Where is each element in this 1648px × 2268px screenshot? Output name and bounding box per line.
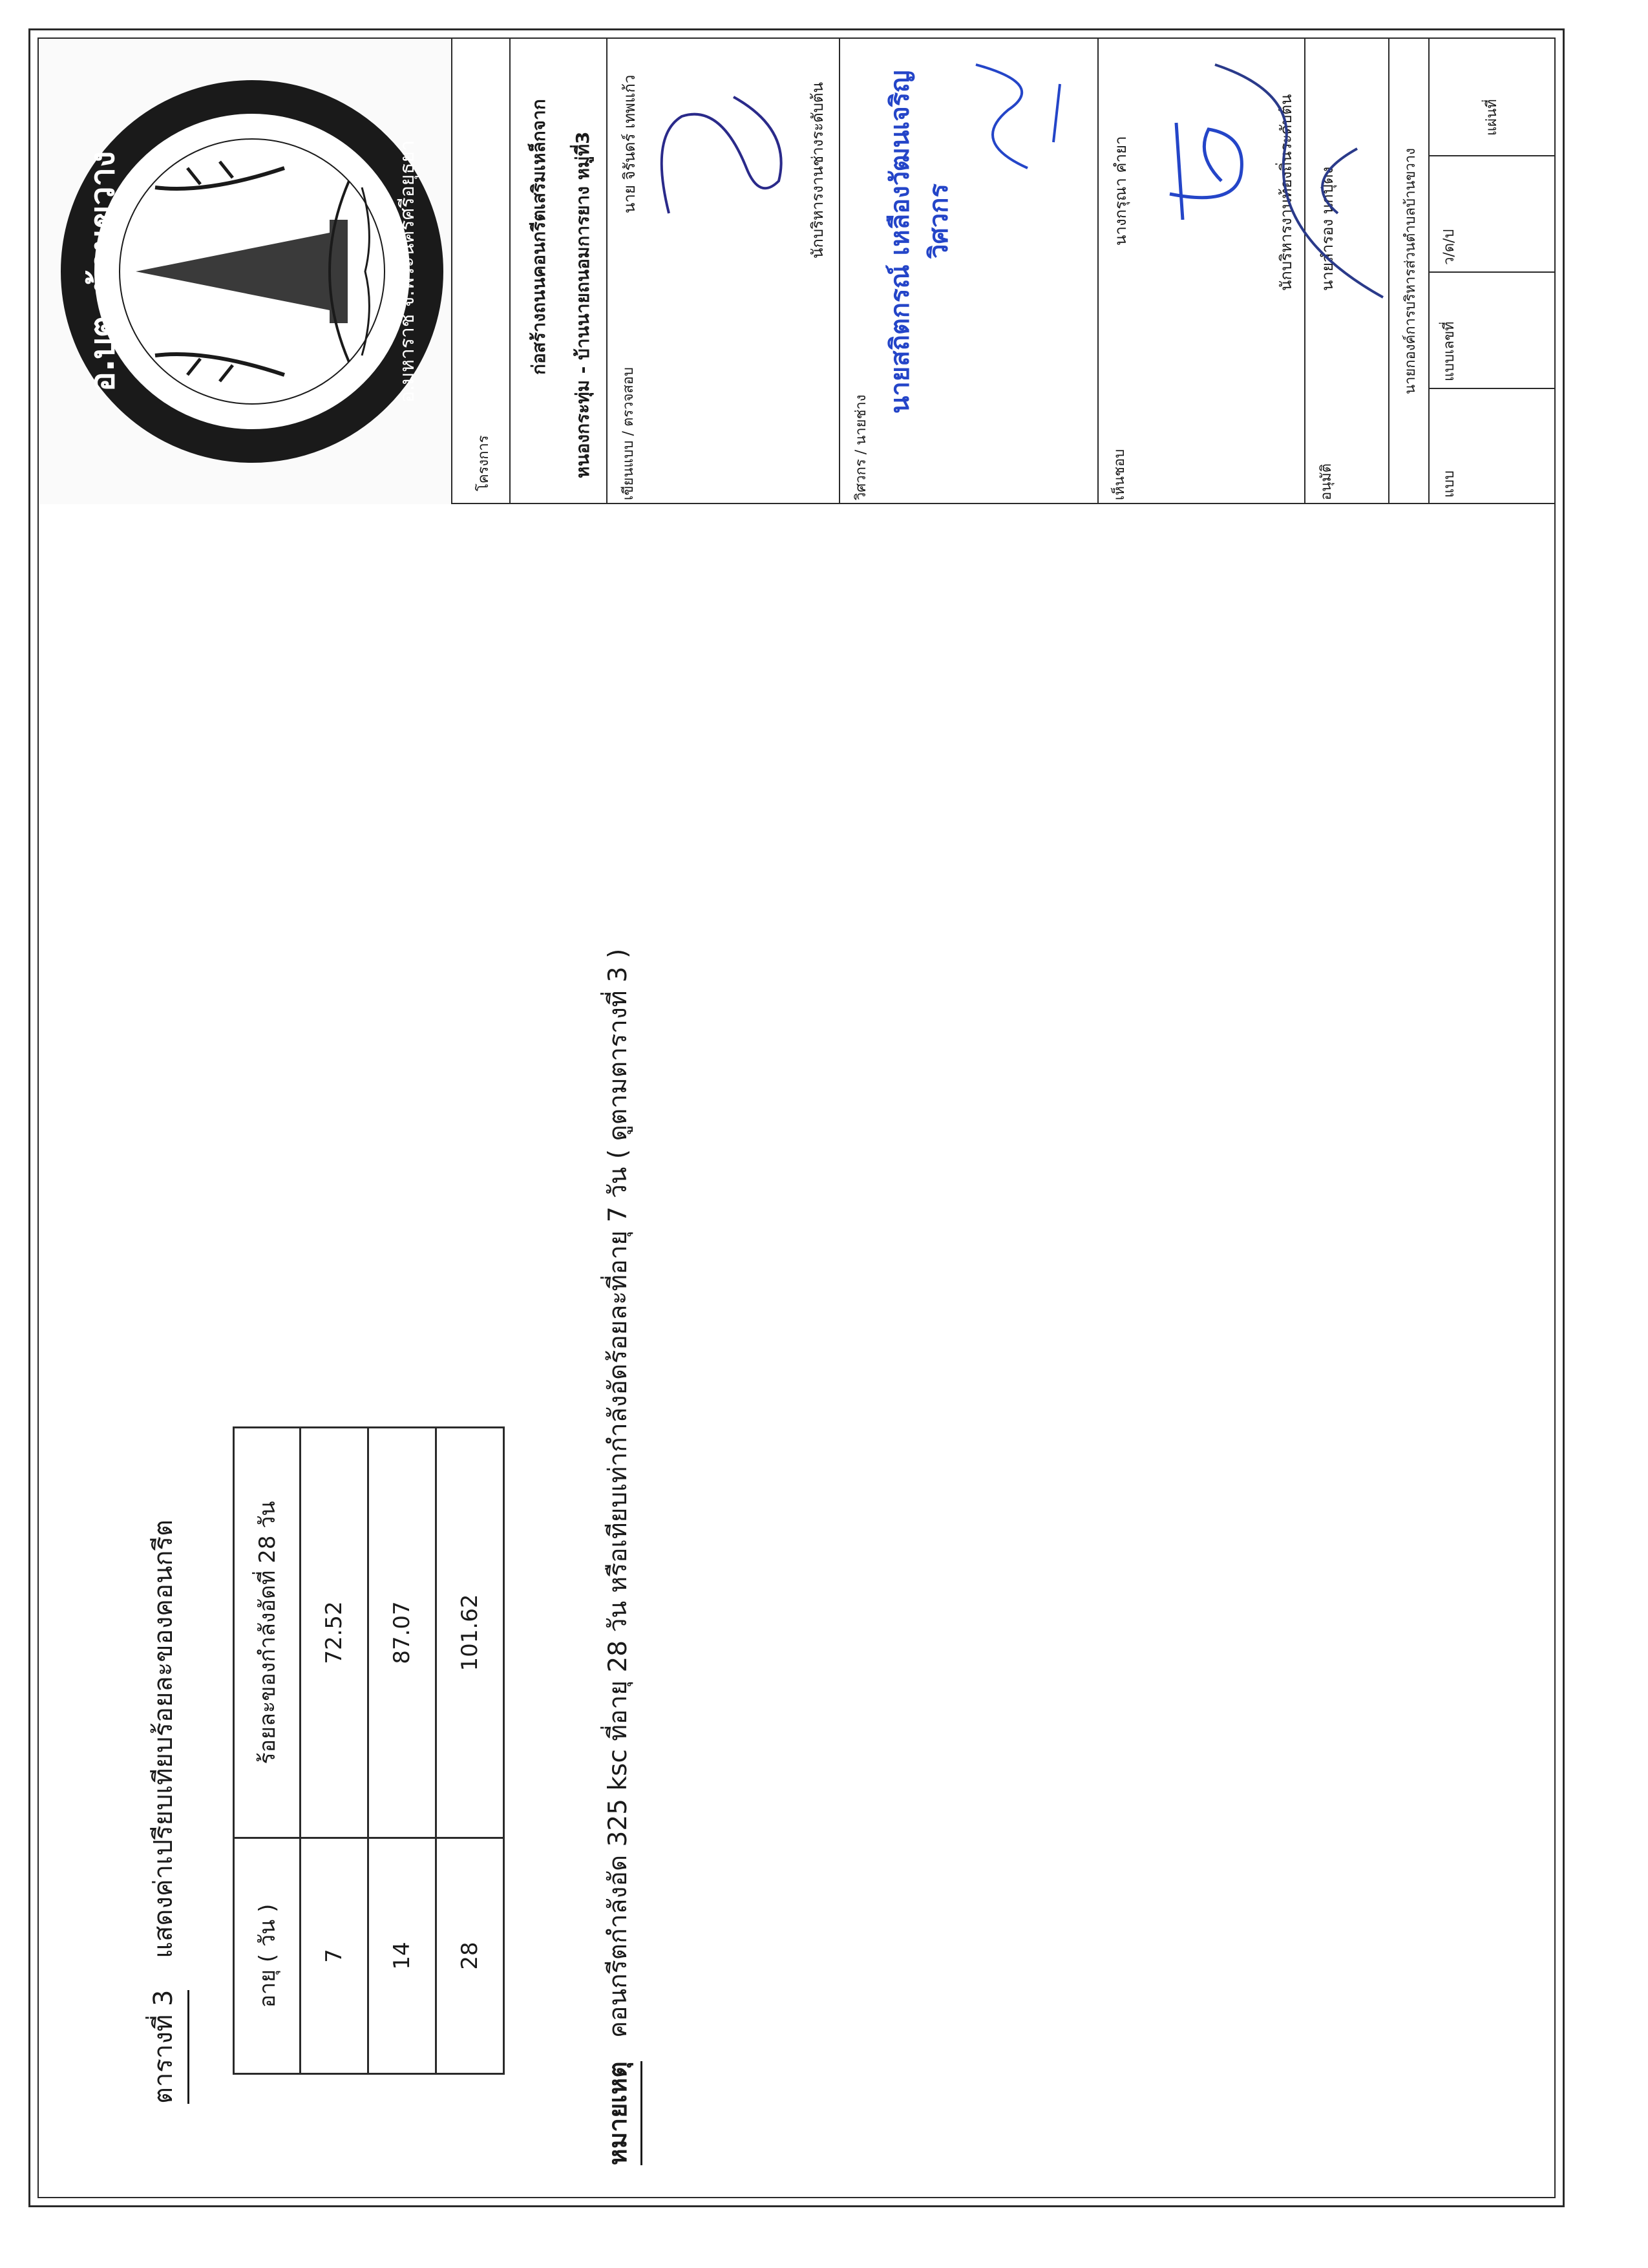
organization-seal <box>39 39 452 504</box>
plan-number-label: แบบเลขที่ <box>1441 321 1457 381</box>
engineer-name: นายสถิตกรณ์ เหลืองวัฒนเจริญ <box>885 70 915 414</box>
approve-name: นายสำรอง นกปุ่ดง <box>1318 166 1336 291</box>
sheet-label: แผ่นที่ <box>1484 99 1500 136</box>
project-row <box>452 39 511 504</box>
seal-top-text: อ.บต. บ้านขวาง <box>83 151 122 392</box>
designer-signature <box>643 84 798 226</box>
remark-label: หมายเหตุ <box>598 2061 642 2165</box>
plan-grid <box>1389 39 1554 504</box>
agree-name: นางกรุณา คำยา <box>1112 136 1130 246</box>
landscape-sheet <box>39 39 1554 2198</box>
engineer-row <box>840 39 1099 504</box>
cell-percent: 101.62 <box>436 1428 504 1838</box>
approve-title: นายกองค์การบริหารส่วนตำบลบ้านขวาง <box>1402 148 1419 394</box>
table-row <box>368 1428 436 2074</box>
project-line2: หนองกระทุ่ม - บ้านนายถนอมการยาง หมู่ที่3 <box>572 131 593 478</box>
project-name-row <box>511 39 607 504</box>
table-row <box>436 1428 504 2074</box>
approve-label: อนุมัติ <box>1318 463 1335 500</box>
header-age: อายุ ( วัน ) <box>234 1838 301 2074</box>
header-percent: ร้อยละของกำลังอัดที่ 28 วัน <box>234 1428 301 1838</box>
project-label: โครงการ <box>476 435 492 491</box>
table-caption <box>142 1520 189 2104</box>
designer-title: นักบริหารงานช่างระดับต้น <box>808 82 827 259</box>
seal-bottom-text: อ.มหาราช จ.พระนครศรีอยุธยา <box>396 140 419 403</box>
design-row <box>607 39 840 504</box>
cell-age: 14 <box>368 1838 436 2074</box>
cell-age: 28 <box>436 1838 504 2074</box>
project-line1: ก่อสร้างถนนคอนกรีตเสริมเหล็กจาก <box>528 99 549 375</box>
table-row <box>301 1428 368 2074</box>
cell-percent: 87.07 <box>368 1428 436 1838</box>
percent-strength-table <box>233 1426 505 2075</box>
remark <box>598 949 642 2165</box>
cell-age: 7 <box>301 1838 368 2074</box>
approve-signature <box>1189 39 1396 310</box>
date-label: ว/ด/ป <box>1441 229 1457 265</box>
title-block <box>39 39 1554 504</box>
agree-label: เห็นชอบ <box>1112 449 1128 500</box>
engineer-signature <box>950 52 1079 181</box>
engineer-role: วิศวกร <box>924 183 954 259</box>
logo-area <box>39 39 452 504</box>
design-label: เขียนแบบ / ตรวจสอบ <box>620 367 637 500</box>
engineer-label: วิศวกร / นายช่าง <box>853 394 869 500</box>
table-number: ตารางที่ 3 <box>142 1990 189 2104</box>
cell-percent: 72.52 <box>301 1428 368 1838</box>
agree-title: นักบริหารงานท้องถิ่นระดับต้น <box>1277 94 1295 291</box>
table-header-row <box>234 1428 301 2074</box>
table-title: แสดงค่าเปรียบเทียบร้อยละของคอนกรีต <box>149 1520 178 1958</box>
approve-row <box>1305 39 1389 504</box>
designer-name: นาย จิรันดร์ เทพแก้ว <box>620 74 639 213</box>
remark-text: คอนกรีตกำลังอัด 325 ksc ที่อายุ 28 วัน หรือเทียบเท่ากำลังอัดร้อยละที่อายุ 7 วัน ( ดูตามตารางที่ 3 ) <box>604 948 633 2039</box>
plan-label: แบบ <box>1441 470 1457 498</box>
